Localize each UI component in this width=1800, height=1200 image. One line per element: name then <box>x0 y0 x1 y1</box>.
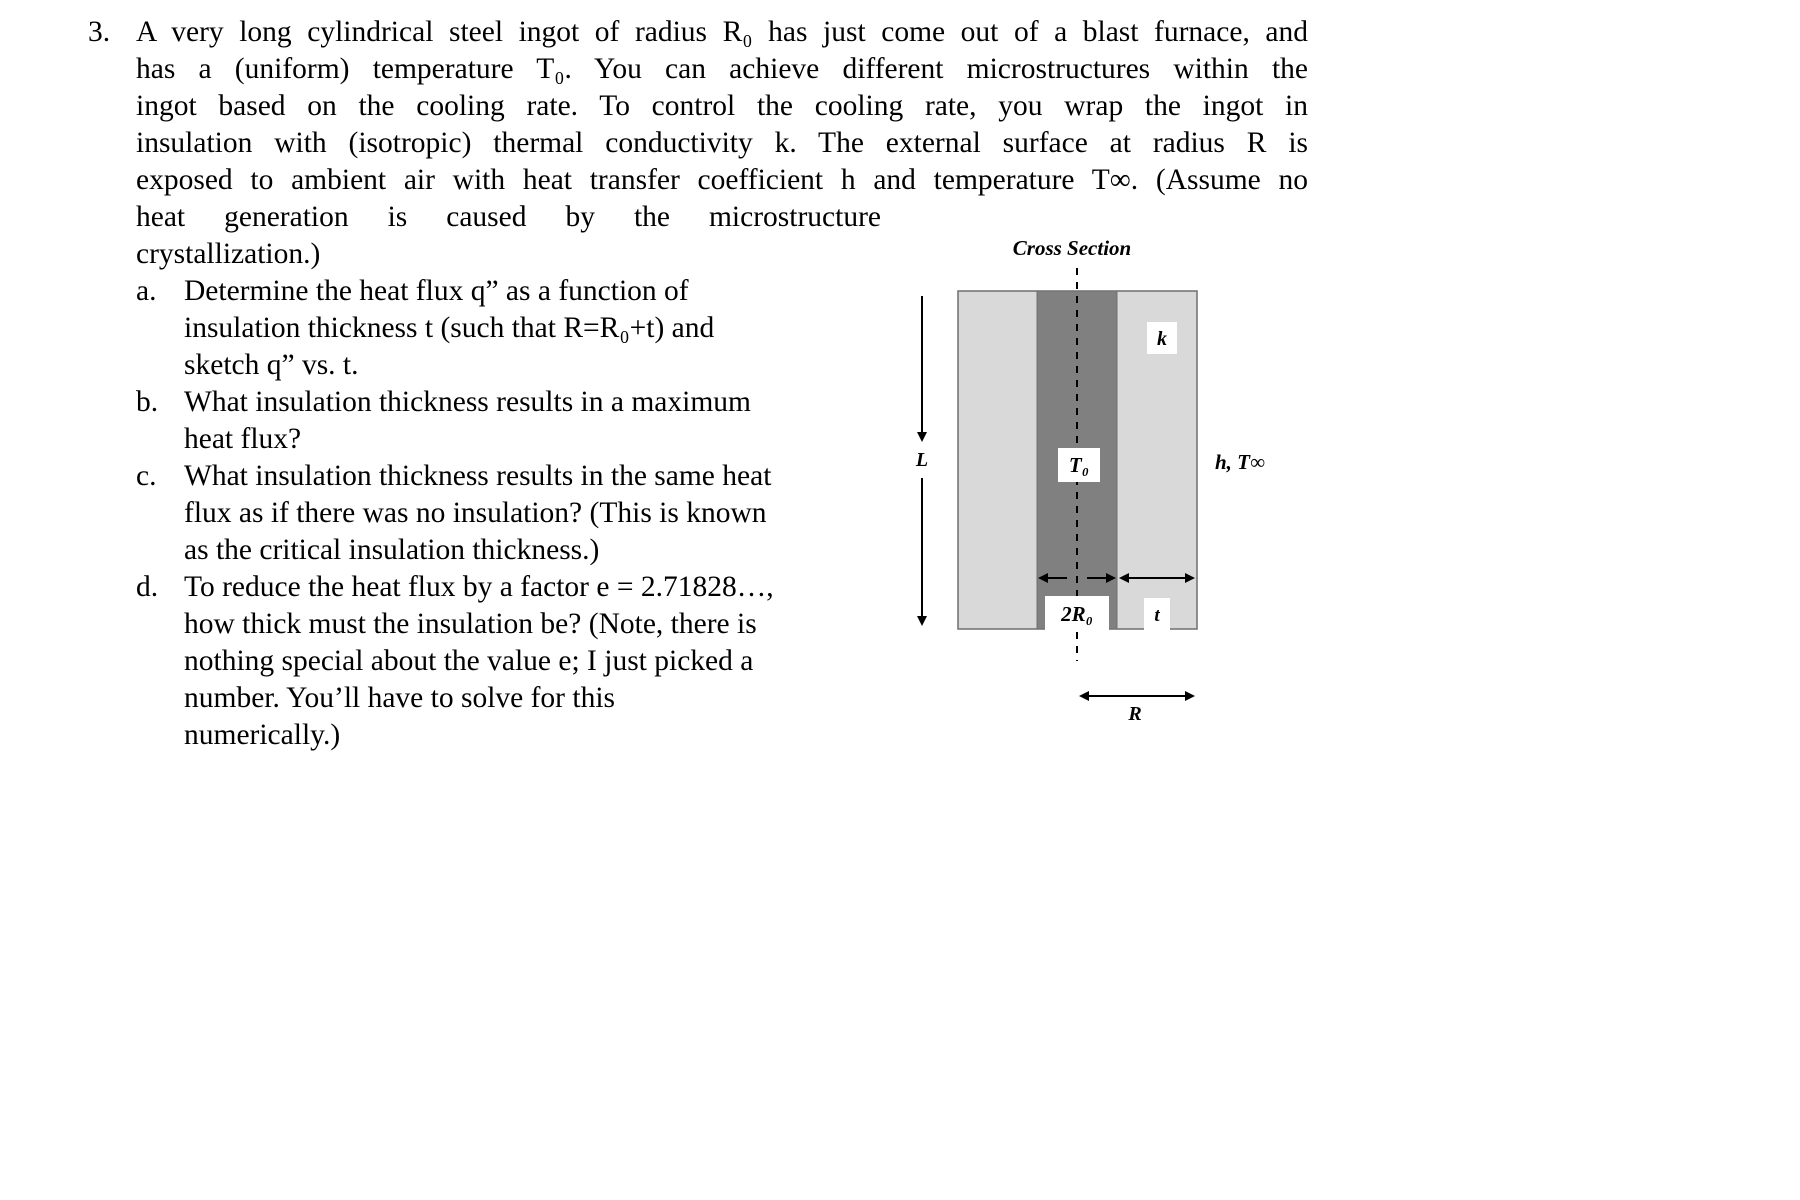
part-line: sketch q” vs. t. <box>184 349 359 381</box>
part-line: What insulation thickness results in the same heat <box>184 460 772 492</box>
part-line: Determine the heat flux q” as a function of <box>184 275 689 307</box>
part-line: as the critical insulation thickness.) <box>184 534 600 566</box>
intro-line: has a (uniform) temperature T₀. You can achieve different microstructures within the <box>136 53 1308 85</box>
part-label: d. <box>136 571 159 603</box>
part-line: heat flux? <box>184 423 302 455</box>
part-label: b. <box>136 386 159 418</box>
ambient-label: h, T∞ <box>1215 450 1265 474</box>
part-line: insulation thickness t (such that R=R₀+t) and <box>184 312 715 344</box>
part-line: nothing special about the value e; I just picked a <box>184 645 754 677</box>
intro-line: crystallization.) <box>136 238 321 270</box>
intro-line: heat generation is caused by the microstructure <box>136 201 881 233</box>
part-line: flux as if there was no insulation? (This is known <box>184 497 767 529</box>
part-line: how thick must the insulation be? (Note, there is <box>184 608 757 640</box>
intro-line: A very long cylindrical steel ingot of radius R₀ has just come out of a blast furnace, and <box>136 16 1308 48</box>
intro-line: exposed to ambient air with heat transfer coefficient h and temperature T∞. (Assume no <box>136 164 1308 196</box>
intro-line: insulation with (isotropic) thermal conductivity k. The external surface at radius R is <box>136 127 1308 159</box>
part-a <box>136 273 856 384</box>
problem-number: 3. <box>88 16 111 48</box>
intro-line: ingot based on the cooling rate. To control the cooling rate, you wrap the ingot in <box>136 90 1308 122</box>
part-line: What insulation thickness results in a maximum <box>184 386 751 418</box>
part-line: number. You’ll have to solve for this <box>184 682 616 714</box>
core-temp-label: T₀ <box>1068 453 1090 477</box>
radius-label: R <box>1128 703 1142 725</box>
part-line: To reduce the heat flux by a factor e = 2.71828…, <box>184 571 774 603</box>
length-label: L <box>915 449 929 471</box>
part-b <box>136 384 856 458</box>
part-c <box>136 458 856 569</box>
diameter-label: 2R₀ <box>1061 602 1093 626</box>
part-label: a. <box>136 275 157 307</box>
part-label: c. <box>136 460 157 492</box>
cross-section-diagram <box>880 226 1320 746</box>
diagram-title: Cross Section <box>1012 236 1132 260</box>
thickness-label: t <box>1154 605 1160 626</box>
cross-section-svg <box>880 226 1320 746</box>
problem-parts <box>136 273 856 754</box>
part-d <box>136 569 856 754</box>
part-line: numerically.) <box>184 719 341 751</box>
conductivity-label: k <box>1157 328 1167 350</box>
